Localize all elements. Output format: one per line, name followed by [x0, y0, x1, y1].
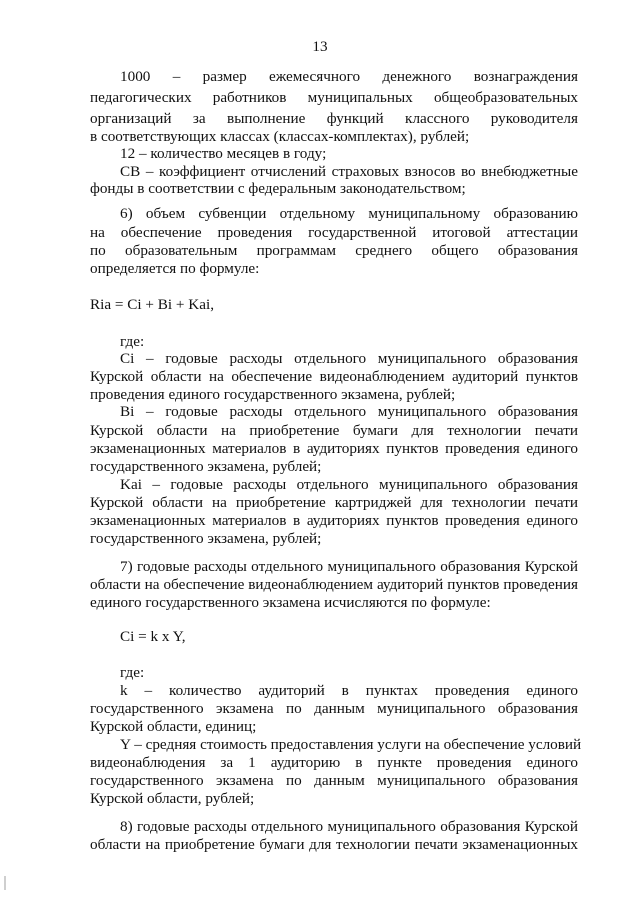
text-line: 6) объем субвенции отдельному муниципальному образованию — [120, 205, 578, 222]
text-line: Y – средняя стоимость предоставления услуги на обеспечение условий — [120, 736, 582, 753]
text-line: Курской области, единиц; — [90, 718, 257, 735]
text-line: 1000 – размер ежемесячного денежного вознаграждения — [120, 68, 578, 85]
text-line: СВ – коэффициент отчислений страховых взносов во внебюджетные — [120, 163, 578, 180]
text-line: фонды в соответствии с федеральным законодательством; — [90, 180, 466, 197]
text-line: проведения единого государственного экзамена, рублей; — [90, 386, 456, 403]
text-line: по образовательным программам среднего общего образования — [90, 242, 578, 259]
text-line: государственного экзамена, рублей; — [90, 458, 322, 475]
text-line: где: — [120, 333, 145, 350]
text-line: государственного экзамена по данным муниципального образования — [90, 772, 578, 789]
text-line: государственного экзамена по данным муниципального образования — [90, 700, 578, 717]
text-line: в соответствующих классах (классах-комплектах), рублей; — [90, 128, 470, 145]
text-line: области на обеспечение видеонаблюдением аудиторий пунктов проведения — [90, 576, 578, 593]
text-line: области на приобретение бумаги для технологии печати экзаменационных — [90, 836, 578, 853]
text-line: на обеспечение проведения государственной итоговой аттестации — [90, 224, 578, 241]
formula: Ria = Ci + Bi + Kai, — [90, 296, 214, 313]
text-line: определяется по формуле: — [90, 260, 260, 277]
text-line: 12 – количество месяцев в году; — [120, 145, 327, 162]
text-line: государственного экзамена, рублей; — [90, 530, 322, 547]
text-line: экзаменационных материалов в аудиториях пунктов проведения единого — [90, 440, 578, 457]
text-line: Bi – годовые расходы отдельного муниципального образования — [120, 403, 578, 420]
text-line: Курской области на приобретение картриджей для технологии печати — [90, 494, 578, 511]
text-line: 7) годовые расходы отдельного муниципального образования Курской — [120, 558, 578, 575]
text-line: Курской области на приобретение бумаги для технологии печати — [90, 422, 578, 439]
text-line: педагогических работников муниципальных общеобразовательных — [90, 89, 578, 106]
text-line: Курской области на обеспечение видеонаблюдением аудиторий пунктов — [90, 368, 578, 385]
text-line: видеонаблюдения за 1 аудиторию в пункте проведения единого — [90, 754, 578, 771]
text-line: единого государственного экзамена исчисляются по формуле: — [90, 594, 491, 611]
formula: Ci = k x Y, — [120, 628, 186, 645]
text-line: где: — [120, 664, 145, 681]
text-line: Kai – годовые расходы отдельного муниципального образования — [120, 476, 578, 493]
text-line: Ci – годовые расходы отдельного муниципального образования — [120, 350, 578, 367]
text-line: организаций за выполнение функций классного руководителя — [90, 110, 578, 127]
text-line: экзаменационных материалов в аудиториях пунктов проведения единого — [90, 512, 578, 529]
text-line: Курской области, рублей; — [90, 790, 255, 807]
text-line: 8) годовые расходы отдельного муниципального образования Курской — [120, 818, 578, 835]
text-line: k – количество аудиторий в пунктах проведения единого — [120, 682, 578, 699]
scan-artifact — [4, 876, 6, 890]
page-number: 13 — [312, 38, 328, 55]
